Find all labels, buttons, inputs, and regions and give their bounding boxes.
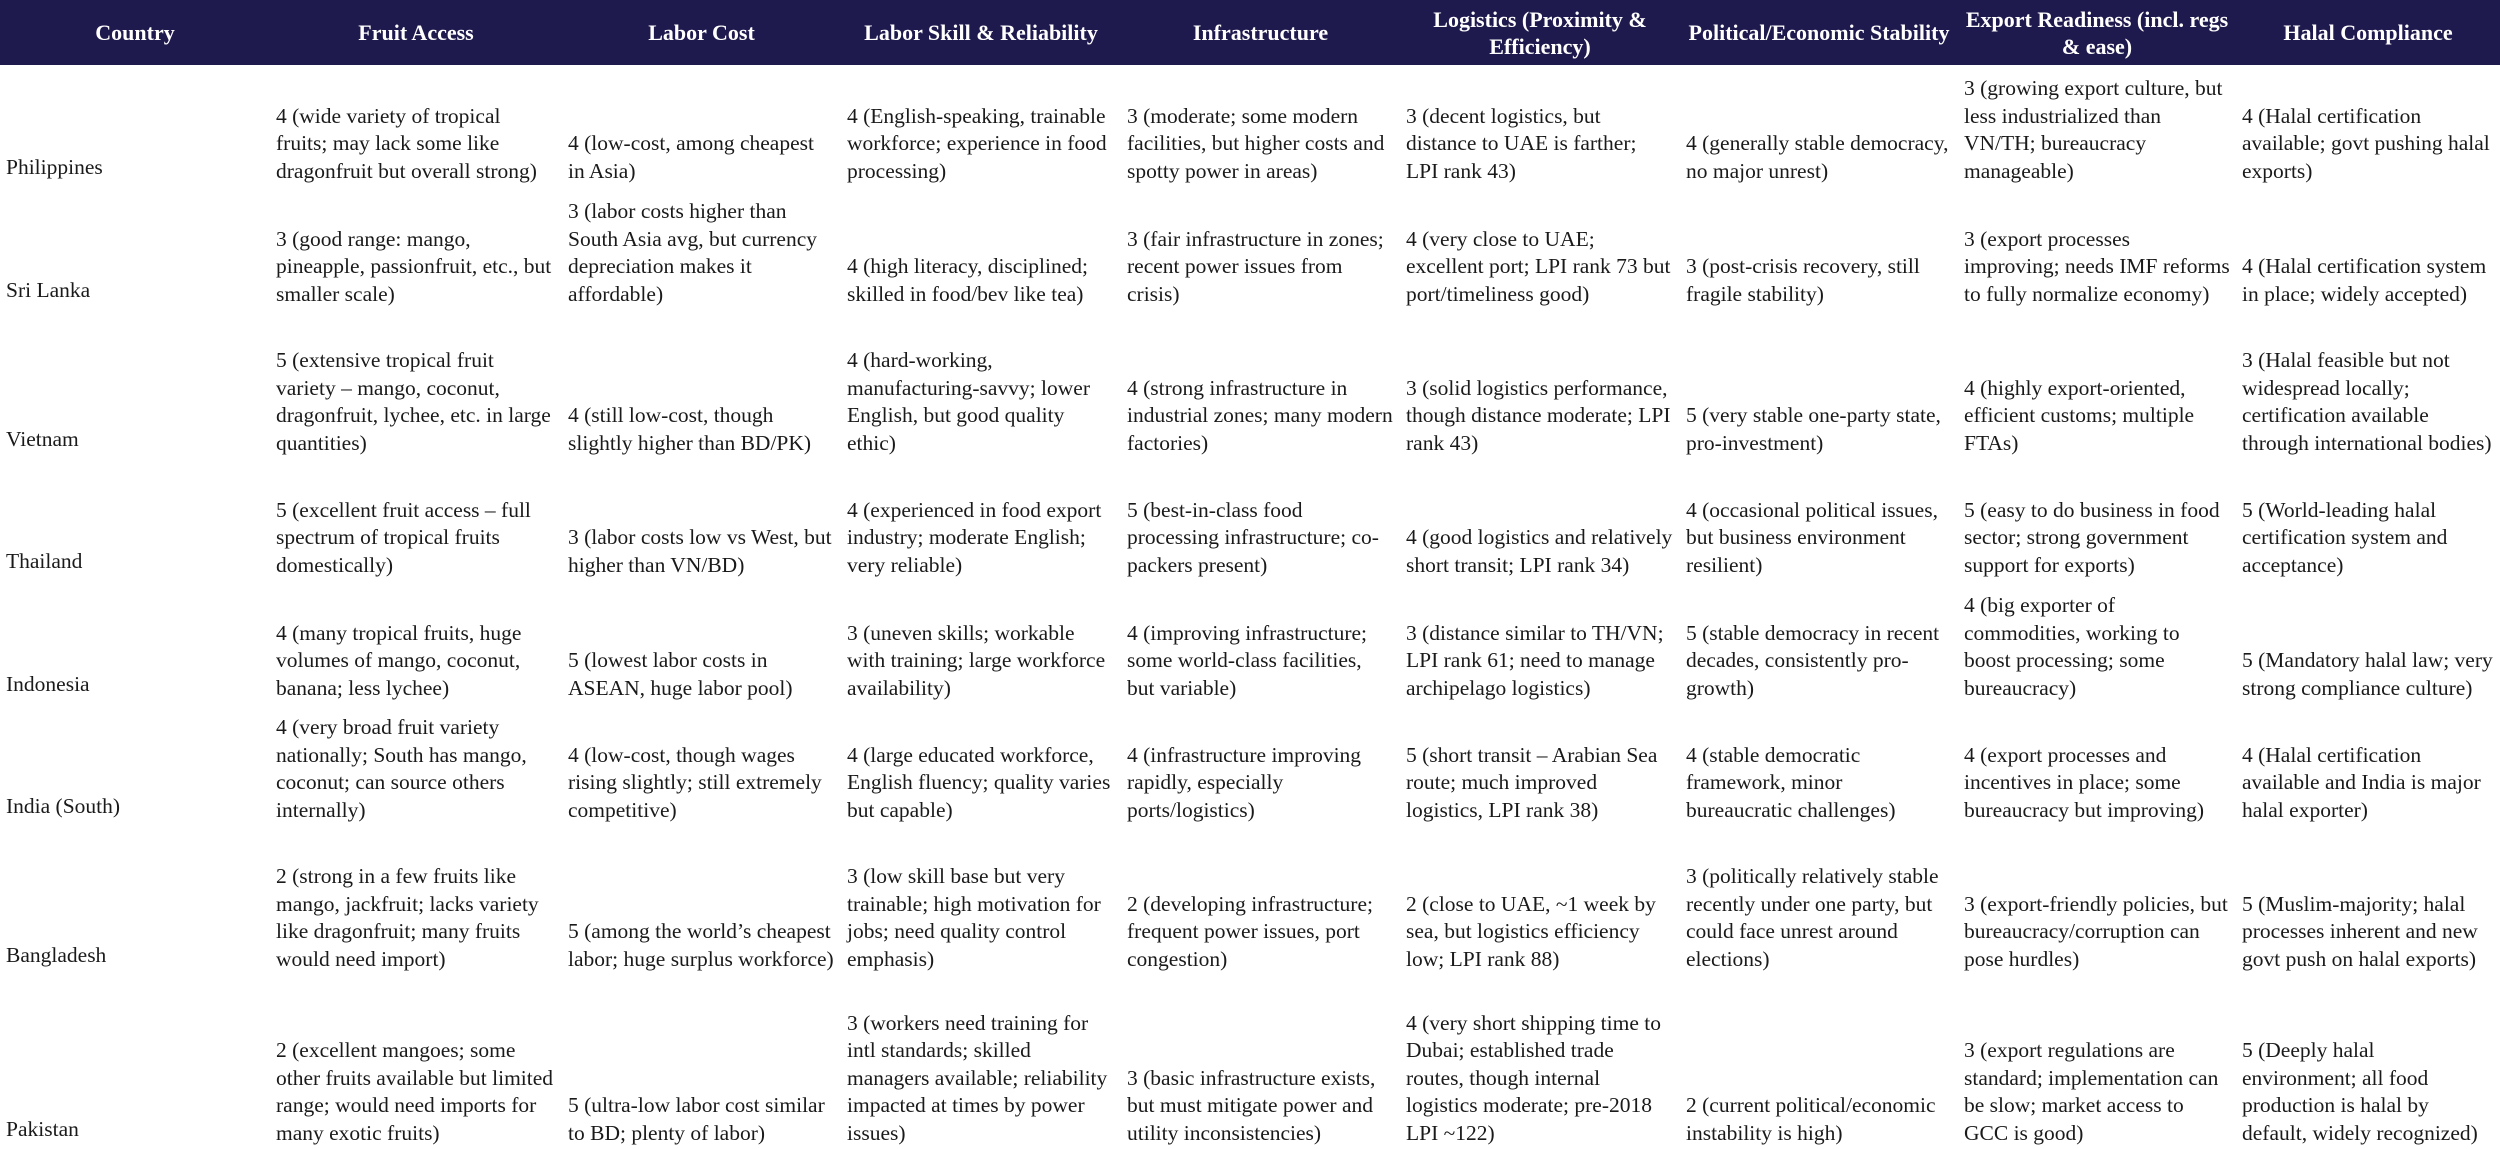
cell-fruit-access: 5 (extensive tropical fruit variety – mango, coconut, dragonfruit, lychee, etc. in large quantities) <box>276 348 551 455</box>
cell-logistics: 3 (solid logistics performance, though distance moderate; LPI rank 43) <box>1406 375 1671 455</box>
cell-fruit-access: 4 (many tropical fruits, huge volumes of mango, coconut, banana; less lychee) <box>276 620 522 700</box>
cell-country: Indonesia <box>6 671 90 696</box>
cell-stability: 3 (post-crisis recovery, still fragile stability) <box>1686 254 1920 306</box>
cell-labor-cost: 5 (lowest labor costs in ASEAN, huge labor pool) <box>568 648 793 700</box>
cell-infrastructure: 4 (strong infrastructure in industrial zones; many modern factories) <box>1127 375 1393 455</box>
table-row <box>0 65 2500 187</box>
header-labor-cost: Labor Cost <box>562 0 841 65</box>
cell-labor-skill: 4 (high literacy, disciplined; skilled in food/bev like tea) <box>847 254 1089 306</box>
cell-halal: 5 (Muslim-majority; halal processes inherent and new govt push on halal exports) <box>2242 891 2478 971</box>
cell-country: Philippines <box>6 154 103 179</box>
header-stability: Political/Economic Stability <box>1680 0 1958 65</box>
cell-halal: 5 (World-leading halal certification system and acceptance) <box>2242 497 2448 577</box>
cell-infrastructure: 4 (infrastructure improving rapidly, especially ports/logistics) <box>1127 742 1362 822</box>
cell-stability: 5 (very stable one-party state, pro-investment) <box>1686 403 1941 455</box>
cell-fruit-access: 3 (good range: mango, pineapple, passionfruit, etc., but smaller scale) <box>276 226 552 306</box>
cell-infrastructure: 3 (fair infrastructure in zones; recent power issues from crisis) <box>1127 226 1384 306</box>
cell-export-readiness: 3 (growing export culture, but less industrialized than VN/TH; bureaucracy manageable) <box>1964 76 2223 183</box>
cell-labor-skill: 4 (English-speaking, trainable workforce; experience in food processing) <box>847 103 1107 183</box>
cell-fruit-access: 4 (wide variety of tropical fruits; may lack some like dragonfruit but overall strong) <box>276 103 537 183</box>
header-row <box>0 0 2500 65</box>
cell-country: Sri Lanka <box>6 277 91 302</box>
header-export-readiness: Export Readiness (incl. regs & ease) <box>1958 0 2236 65</box>
cell-export-readiness: 4 (export processes and incentives in place; some bureaucracy but improving) <box>1964 742 2204 822</box>
cell-halal: 4 (Halal certification available and India is major halal exporter) <box>2242 742 2481 822</box>
cell-halal: 3 (Halal feasible but not widespread locally; certification available through international bodies) <box>2242 348 2492 455</box>
table-row <box>0 581 2500 704</box>
cell-logistics: 4 (very close to UAE; excellent port; LPI rank 73 but port/timeliness good) <box>1406 226 1671 306</box>
cell-export-readiness: 5 (easy to do business in food sector; strong government support for exports) <box>1964 497 2220 577</box>
cell-labor-cost: 3 (labor costs low vs West, but higher than VN/BD) <box>568 525 832 577</box>
cell-infrastructure: 2 (developing infrastructure; frequent power issues, port congestion) <box>1127 891 1373 971</box>
cell-stability: 4 (occasional political issues, but business environment resilient) <box>1686 497 1938 577</box>
cell-country: Pakistan <box>6 1116 79 1141</box>
cell-fruit-access: 5 (excellent fruit access – full spectrum of tropical fruits domestically) <box>276 497 531 577</box>
cell-export-readiness: 4 (highly export-oriented, efficient customs; multiple FTAs) <box>1964 375 2195 455</box>
cell-labor-skill: 4 (hard-working, manufacturing-savvy; lower English, but good quality ethic) <box>847 348 1090 455</box>
cell-stability: 5 (stable democracy in recent decades, consistently pro-growth) <box>1686 620 1940 700</box>
cell-labor-cost: 5 (among the world’s cheapest labor; huge surplus workforce) <box>568 919 834 971</box>
table-row <box>0 310 2500 459</box>
cell-labor-skill: 3 (workers need training for intl standards; skilled managers available; reliability impacted at times by power issues) <box>847 1010 1108 1145</box>
cell-fruit-access: 4 (very broad fruit variety nationally; South has mango, coconut; can source others internally) <box>276 715 527 822</box>
table-row <box>0 975 2500 1149</box>
cell-stability: 4 (generally stable democracy, no major unrest) <box>1686 131 1949 183</box>
cell-labor-skill: 3 (uneven skills; workable with training; large workforce availability) <box>847 620 1106 700</box>
cell-labor-skill: 4 (experienced in food export industry; moderate English; very reliable) <box>847 497 1102 577</box>
cell-country: Vietnam <box>6 426 79 451</box>
cell-labor-cost: 5 (ultra-low labor cost similar to BD; plenty of labor) <box>568 1093 825 1145</box>
cell-export-readiness: 3 (export-friendly policies, but bureaucracy/corruption can pose hurdles) <box>1964 891 2228 971</box>
cell-logistics: 3 (distance similar to TH/VN; LPI rank 61; need to manage archipelago logistics) <box>1406 620 1664 700</box>
cell-logistics: 4 (good logistics and relatively short transit; LPI rank 34) <box>1406 525 1673 577</box>
header-country: Country <box>0 0 270 65</box>
cell-logistics: 5 (short transit – Arabian Sea route; much improved logistics, LPI rank 38) <box>1406 742 1658 822</box>
table-row <box>0 459 2500 581</box>
cell-labor-cost: 4 (still low-cost, though slightly higher than BD/PK) <box>568 403 812 455</box>
table-row <box>0 704 2500 826</box>
table-row <box>0 826 2500 975</box>
cell-infrastructure: 3 (basic infrastructure exists, but must mitigate power and utility inconsistencies) <box>1127 1065 1376 1145</box>
cell-country: Bangladesh <box>6 942 107 967</box>
cell-stability: 3 (politically relatively stable recently under one party, but could face unrest around elections) <box>1686 864 1939 971</box>
header-labor-skill: Labor Skill & Reliability <box>841 0 1121 65</box>
cell-logistics: 4 (very short shipping time to Dubai; established trade routes, though internal logistics moderate; pre-2018 LPI ~122) <box>1406 1010 1661 1145</box>
cell-stability: 4 (stable democratic framework, minor bureaucratic challenges) <box>1686 742 1896 822</box>
cell-fruit-access: 2 (strong in a few fruits like mango, jackfruit; lacks variety like dragonfruit; many fruits would need import) <box>276 864 539 971</box>
header-logistics: Logistics (Proximity & Efficiency) <box>1400 0 1680 65</box>
cell-export-readiness: 3 (export regulations are standard; implementation can be slow; market access to GCC is good) <box>1964 1038 2219 1145</box>
cell-labor-skill: 4 (large educated workforce, English fluency; quality varies but capable) <box>847 742 1111 822</box>
cell-labor-skill: 3 (low skill base but very trainable; high motivation for jobs; need quality control emphasis) <box>847 864 1101 971</box>
cell-country: India (South) <box>6 793 121 818</box>
header-infrastructure: Infrastructure <box>1121 0 1400 65</box>
cell-labor-cost: 3 (labor costs higher than South Asia avg, but currency depreciation makes it affordable) <box>568 199 817 306</box>
cell-export-readiness: 4 (big exporter of commodities, working to boost processing; some bureaucracy) <box>1964 593 2180 700</box>
table-row <box>0 187 2500 310</box>
header-halal: Halal Compliance <box>2236 0 2500 65</box>
header-fruit-access: Fruit Access <box>270 0 562 65</box>
cell-labor-cost: 4 (low-cost, among cheapest in Asia) <box>568 131 814 183</box>
cell-stability: 2 (current political/economic instability is high) <box>1686 1093 1936 1145</box>
cell-halal: 4 (Halal certification system in place; widely accepted) <box>2242 254 2487 306</box>
cell-infrastructure: 3 (moderate; some modern facilities, but higher costs and spotty power in areas) <box>1127 103 1385 183</box>
cell-infrastructure: 5 (best-in-class food processing infrastructure; co-packers present) <box>1127 497 1379 577</box>
cell-halal: 4 (Halal certification available; govt pushing halal exports) <box>2242 103 2490 183</box>
cell-labor-cost: 4 (low-cost, though wages rising slightly; still extremely competitive) <box>568 742 822 822</box>
cell-logistics: 3 (decent logistics, but distance to UAE is farther; LPI rank 43) <box>1406 103 1637 183</box>
cell-country: Thailand <box>6 548 83 573</box>
cell-halal: 5 (Mandatory halal law; very strong compliance culture) <box>2242 648 2493 700</box>
cell-logistics: 2 (close to UAE, ~1 week by sea, but logistics efficiency low; LPI rank 88) <box>1406 891 1656 971</box>
cell-halal: 5 (Deeply halal environment; all food production is halal by default, widely recognized) <box>2242 1038 2478 1145</box>
cell-export-readiness: 3 (export processes improving; needs IMF reforms to fully normalize economy) <box>1964 226 2230 306</box>
cell-fruit-access: 2 (excellent mangoes; some other fruits available but limited range; would need imports for many exotic fruits) <box>276 1038 554 1145</box>
cell-infrastructure: 4 (improving infrastructure; some world-class facilities, but variable) <box>1127 620 1368 700</box>
